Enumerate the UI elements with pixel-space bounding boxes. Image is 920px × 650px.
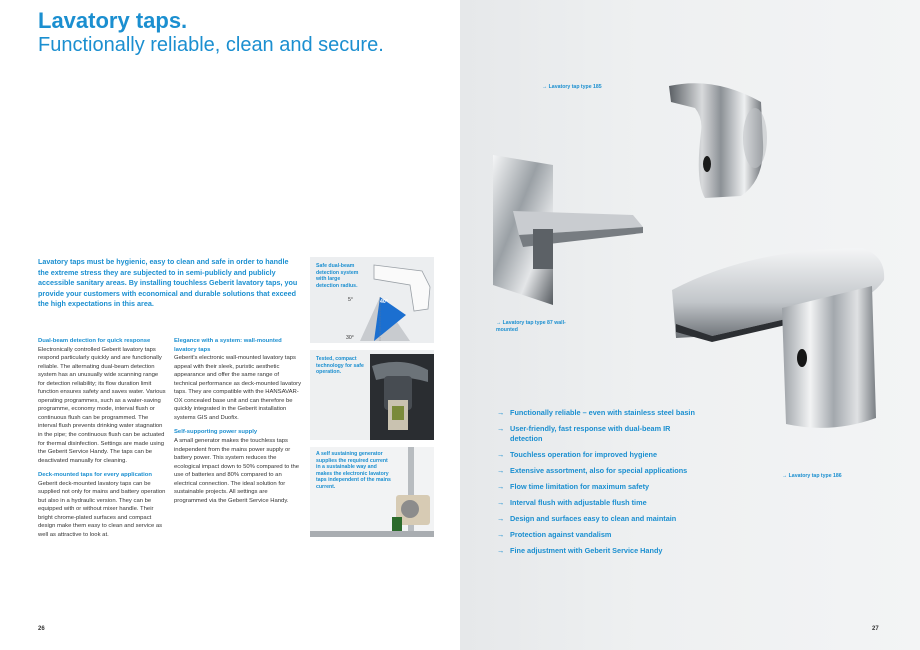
feature-item: → Fine adjustment with Geberit Service Handy	[497, 546, 663, 556]
compact-caption: Tested, compact technology for safe operation.	[316, 356, 364, 376]
feature-list	[497, 408, 697, 562]
feature-item: → User-friendly, fast response with dual-beam IR detection	[497, 424, 671, 443]
tap-87-text: Lavatory tap type 87 wall-mounted	[496, 320, 566, 333]
page-subtitle: Functionally reliable, clean and secure.	[38, 34, 384, 56]
section-heading: Self-supporting power supply	[174, 429, 258, 436]
feature-item: → Extensive assortment, also for special applications	[497, 465, 688, 475]
generator-caption: A self sustaining generator supplies the required current in a sustainable way and makes the electronic lavatory taps independent of the mains current.	[316, 451, 391, 490]
tap-186-image	[672, 228, 892, 448]
feature-item: → Protection against vandalism	[497, 530, 612, 540]
section-body: A small generator makes the touchless taps independent from the mains power supply or battery power. This system reduces the ecological impact down to 50% compared to the use of batteries and 80% compared to an electrical connection. The ideal solution for sustainable projects. All settings are programmed via the Geberit Service Handy.	[174, 438, 300, 504]
angle-label-b: 40°	[380, 299, 388, 305]
detection-caption: Safe dual-beam detection system with large detection radius.	[316, 263, 359, 289]
section-heading: Elegance with a system: wall-mounted lavatory taps	[174, 338, 282, 353]
compact-technology-photo	[310, 350, 434, 440]
tap-87-label: → Lavatory tap type 87 wall-mounted	[496, 320, 566, 333]
text-column-1	[38, 337, 166, 546]
section-body: Electronically controlled Geberit lavatory taps respond particularly quickly and are functionally reliable. The alternating dual-beam detection system has an unusually wide scanning range for detection reliability; its flow duration limit function ensures safety and saves water. Various operating programmes, such as a water-saving programme, economy mode, interval flush or continuous flush can be programmed. The interval flush prevents drinking water stagnation in the pipe; the continuous flush can be actuated for thermal disinfection. Settings are made using the Geberit Service Handy. The taps can be deactivated manually for cleaning.	[38, 346, 166, 464]
tap-87-image	[493, 155, 643, 305]
feature-item: → Functionally reliable – even with stainless steel basin	[497, 408, 695, 417]
angle-label-c: 30°	[346, 335, 354, 341]
section-body: Geberit's electronic wall-mounted lavatory taps appeal with their sleek, puristic aesthetic appearance and offer the same range of technical performance as deck-mounted lavatory taps. They are compatible with the HANSAVAR-OX concealed base unit and can therefore be quickly integrated in the Geberit installation systems GIS and Duofix.	[174, 355, 302, 421]
section-heading: Deck-mounted taps for every application	[38, 472, 152, 479]
intro-text: Lavatory taps must be hygienic, easy to clean and safe in order to handle the extreme stress they are subjected to in semi-publicly and publicly accessible sanitary areas. By installing touchless Geberit lavatory taps, you provide your customers with economical and durable solutions that exceed the high expectations in this area.	[38, 257, 298, 309]
feature-item: → Interval flush with adjustable flush time	[497, 498, 647, 508]
text-column-2	[174, 337, 302, 511]
page-number-left: 26	[38, 626, 45, 632]
detection-diagram	[310, 257, 434, 343]
tap-186-text: Lavatory tap type 186	[788, 473, 842, 479]
tap-186-label: → Lavatory tap type 186	[782, 473, 842, 479]
angle-label-a: 5°	[348, 297, 353, 303]
page-number-right: 27	[872, 626, 879, 632]
tap-185-image	[655, 72, 775, 202]
feature-item: → Touchless operation for improved hygiene	[497, 449, 658, 459]
page-title: Lavatory taps.	[38, 8, 188, 33]
feature-item: → Design and surfaces easy to clean and maintain	[497, 514, 677, 524]
tap-185-label: → Lavatory tap type 185	[542, 84, 602, 90]
generator-photo	[310, 447, 434, 537]
section-heading: Dual-beam detection for quick response	[38, 338, 151, 344]
section-body: Geberit deck-mounted lavatory taps can be supplied not only for mains and battery operation but also in a hydraulic version. They can be equipped with or without mixer handle. Their bright chrome-plated surfaces and compact design make them easy to clean and service as well as attractive to look at.	[38, 480, 166, 539]
tap-185-text: Lavatory tap type 185	[548, 84, 602, 90]
feature-item: → Flow time limitation for maximum safety	[497, 481, 650, 491]
